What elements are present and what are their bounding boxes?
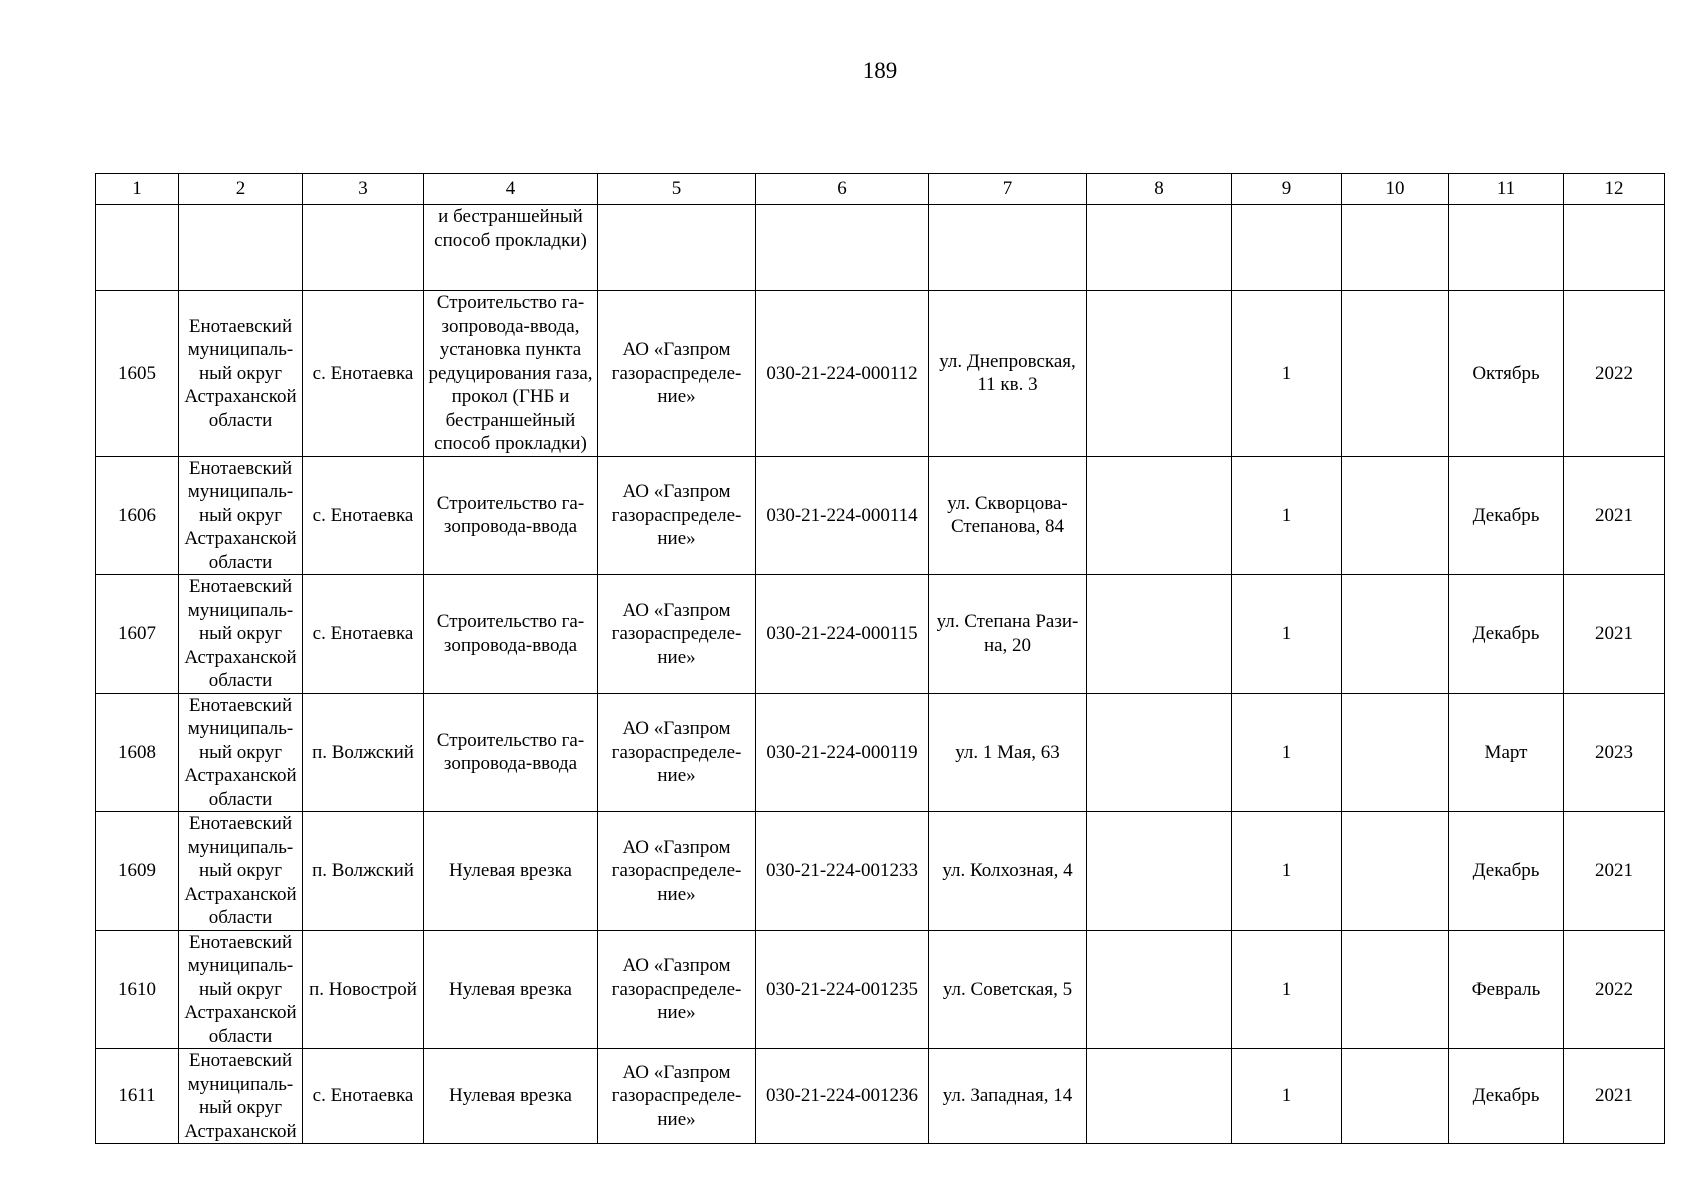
col9-cell: 1 xyxy=(1232,575,1342,694)
empty-cell xyxy=(303,205,424,291)
col8-cell xyxy=(1087,1049,1232,1144)
work-cell: Нулевая врезка xyxy=(424,930,598,1049)
column-number-cell: 9 xyxy=(1232,174,1342,205)
col10-cell xyxy=(1342,693,1449,812)
col9-cell: 1 xyxy=(1232,930,1342,1049)
code-cell: 030-21-224-001235 xyxy=(756,930,929,1049)
year-cell: 2021 xyxy=(1564,812,1665,931)
work-cell: и бестраншейный способ прокладки) xyxy=(424,205,598,291)
month-cell: Март xyxy=(1449,693,1564,812)
col10-cell xyxy=(1342,1049,1449,1144)
district-cell: Енотаевский муниципаль-ный округ Астраханской области xyxy=(179,456,303,575)
table-row xyxy=(96,575,1665,694)
table-row xyxy=(96,812,1665,931)
district-cell xyxy=(179,1049,303,1144)
settlement-cell: п. Волжский xyxy=(303,812,424,931)
district-cell: Енотаевский муниципаль-ный округ Астраханской области xyxy=(179,291,303,457)
col8-cell xyxy=(1087,930,1232,1049)
column-number-cell: 5 xyxy=(598,174,756,205)
register-table xyxy=(95,173,1665,1144)
year-cell: 2023 xyxy=(1564,693,1665,812)
month-cell: Октябрь xyxy=(1449,291,1564,457)
work-cell: Строительство га-зопровода-ввода xyxy=(424,693,598,812)
organization-cell: АО «Газпром газораспределе-ние» xyxy=(598,456,756,575)
column-number-cell: 8 xyxy=(1087,174,1232,205)
empty-cell xyxy=(929,205,1087,291)
col9-cell: 1 xyxy=(1232,456,1342,575)
col10-cell xyxy=(1342,812,1449,931)
district-cell: Енотаевский муниципаль-ный округ Астраханской области xyxy=(179,575,303,694)
col8-cell xyxy=(1087,693,1232,812)
col9-cell: 1 xyxy=(1232,291,1342,457)
address-cell: ул. Советская, 5 xyxy=(929,930,1087,1049)
row-number-cell: 1611 xyxy=(96,1049,179,1144)
code-cell: 030-21-224-000119 xyxy=(756,693,929,812)
organization-cell: АО «Газпром газораспределе-ние» xyxy=(598,575,756,694)
page-number: 189 xyxy=(862,58,898,83)
month-cell: Декабрь xyxy=(1449,456,1564,575)
work-cell: Нулевая врезка xyxy=(424,812,598,931)
column-number-cell: 4 xyxy=(424,174,598,205)
code-cell: 030-21-224-000114 xyxy=(756,456,929,575)
code-cell: 030-21-224-001236 xyxy=(756,1049,929,1144)
column-number-cell: 2 xyxy=(179,174,303,205)
empty-cell xyxy=(1087,205,1232,291)
empty-cell xyxy=(1564,205,1665,291)
table-row xyxy=(96,693,1665,812)
empty-cell xyxy=(1342,205,1449,291)
empty-cell xyxy=(756,205,929,291)
address-cell: ул. Скворцова-Степанова, 84 xyxy=(929,456,1087,575)
settlement-cell: с. Енотаевка xyxy=(303,291,424,457)
row-number-cell: 1608 xyxy=(96,693,179,812)
empty-cell xyxy=(179,205,303,291)
col8-cell xyxy=(1087,456,1232,575)
year-cell: 2021 xyxy=(1564,456,1665,575)
settlement-cell: с. Енотаевка xyxy=(303,1049,424,1144)
continuation-row xyxy=(96,205,1665,291)
col9-cell: 1 xyxy=(1232,812,1342,931)
month-cell: Декабрь xyxy=(1449,575,1564,694)
address-cell: ул. Днепровская, 11 кв. 3 xyxy=(929,291,1087,457)
code-cell: 030-21-224-000112 xyxy=(756,291,929,457)
row-number-cell: 1605 xyxy=(96,291,179,457)
month-cell: Декабрь xyxy=(1449,1049,1564,1144)
col8-cell xyxy=(1087,812,1232,931)
col10-cell xyxy=(1342,291,1449,457)
organization-cell: АО «Газпром газораспределе-ние» xyxy=(598,1049,756,1144)
row-number-cell: 1606 xyxy=(96,456,179,575)
col10-cell xyxy=(1342,456,1449,575)
col10-cell xyxy=(1342,575,1449,694)
col10-cell xyxy=(1342,930,1449,1049)
year-cell: 2021 xyxy=(1564,1049,1665,1144)
address-cell: ул. Колхозная, 4 xyxy=(929,812,1087,931)
year-cell: 2022 xyxy=(1564,930,1665,1049)
col8-cell xyxy=(1087,575,1232,694)
column-number-cell: 6 xyxy=(756,174,929,205)
table-row xyxy=(96,1049,1665,1144)
code-cell: 030-21-224-001233 xyxy=(756,812,929,931)
column-number-cell: 7 xyxy=(929,174,1087,205)
settlement-cell: п. Новострой xyxy=(303,930,424,1049)
work-cell: Строительство га-зопровода-ввода, установка пункта редуцирования газа, прокол (ГНБ и бестраншейный способ прокладки) xyxy=(424,291,598,457)
column-number-cell: 1 xyxy=(96,174,179,205)
code-cell: 030-21-224-000115 xyxy=(756,575,929,694)
col8-cell xyxy=(1087,291,1232,457)
district-cell: Енотаевский муниципаль-ный округ Астраханской области xyxy=(179,930,303,1049)
row-number-cell: 1607 xyxy=(96,575,179,694)
organization-cell: АО «Газпром газораспределе-ние» xyxy=(598,812,756,931)
settlement-cell: с. Енотаевка xyxy=(303,456,424,575)
table-row xyxy=(96,456,1665,575)
column-number-cell: 10 xyxy=(1342,174,1449,205)
row-number-cell: 1610 xyxy=(96,930,179,1049)
work-cell: Нулевая врезка xyxy=(424,1049,598,1144)
table-row xyxy=(96,291,1665,457)
district-text: Енотаевский муниципаль-ный округ Астраханской xyxy=(184,1050,297,1142)
column-number-cell: 12 xyxy=(1564,174,1665,205)
address-cell: ул. Западная, 14 xyxy=(929,1049,1087,1144)
work-cell: Строительство га-зопровода-ввода xyxy=(424,575,598,694)
table-row xyxy=(96,930,1665,1049)
address-cell: ул. 1 Мая, 63 xyxy=(929,693,1087,812)
empty-cell xyxy=(1449,205,1564,291)
col9-cell: 1 xyxy=(1232,693,1342,812)
empty-cell xyxy=(598,205,756,291)
settlement-cell: п. Волжский xyxy=(303,693,424,812)
month-cell: Декабрь xyxy=(1449,812,1564,931)
year-cell: 2021 xyxy=(1564,575,1665,694)
month-cell: Февраль xyxy=(1449,930,1564,1049)
settlement-cell: с. Енотаевка xyxy=(303,575,424,694)
column-number-row xyxy=(96,174,1665,205)
address-cell: ул. Степана Рази-на, 20 xyxy=(929,575,1087,694)
row-number-cell: 1609 xyxy=(96,812,179,931)
work-cell: Строительство га-зопровода-ввода xyxy=(424,456,598,575)
organization-cell: АО «Газпром газораспределе-ние» xyxy=(598,930,756,1049)
organization-cell: АО «Газпром газораспределе-ние» xyxy=(598,291,756,457)
empty-cell xyxy=(96,205,179,291)
district-cell: Енотаевский муниципаль-ный округ Астраханской области xyxy=(179,693,303,812)
year-cell: 2022 xyxy=(1564,291,1665,457)
column-number-cell: 3 xyxy=(303,174,424,205)
col9-cell: 1 xyxy=(1232,1049,1342,1144)
empty-cell xyxy=(1232,205,1342,291)
column-number-cell: 11 xyxy=(1449,174,1564,205)
district-cell: Енотаевский муниципаль-ный округ Астраханской области xyxy=(179,812,303,931)
organization-cell: АО «Газпром газораспределе-ние» xyxy=(598,693,756,812)
